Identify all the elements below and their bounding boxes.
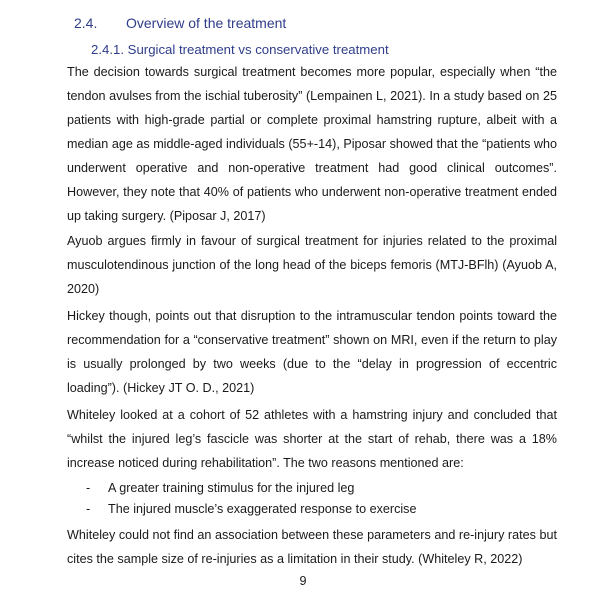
list-item-text: A greater training stimulus for the injured leg bbox=[108, 481, 355, 495]
reasons-list bbox=[67, 478, 557, 520]
paragraph-ayuob: Ayuob argues firmly in favour of surgical treatment for injuries related to the proximal musculotendinous junction of the long head of the biceps femoris (MTJ-BFlh) (Ayuob A, 2020) bbox=[67, 234, 557, 296]
dash-bullet-icon: - bbox=[86, 481, 91, 495]
subsection-heading bbox=[91, 42, 389, 57]
paragraph-lempainen-piposar: The decision towards surgical treatment becomes more popular, especially when “the tendon avulses from the ischial tuberosity” (Lempainen L, 2021). In a study based on 25 patients with high-grade partial or complete proximal hamstring rupture, albeit with a median age as middle-aged individuals (55+-14), Piposar showed that the “patients who underwent operative and non-operative treatment had good clinical outcomes”. However, they note that 40% of patients who underwent non-operative treatment ended up taking surgery. (Piposar J, 2017) bbox=[67, 65, 557, 223]
paragraph-whiteley-conclusion: Whiteley could not find an association between these parameters and re-injury rates but cites the sample size of re-injuries as a limitation in their study. (Whiteley R, 2022) bbox=[67, 528, 557, 566]
subsection-number: 2.4.1. bbox=[91, 42, 124, 57]
section-heading bbox=[74, 15, 286, 31]
section-title: Overview of the treatment bbox=[126, 15, 287, 31]
subsection-title: Surgical treatment vs conservative treatment bbox=[127, 42, 389, 57]
list-item bbox=[67, 499, 557, 520]
paragraph-hickey: Hickey though, points out that disruption to the intramuscular tendon points toward the recommendation for a “conservative treatment” shown on MRI, even if the return to play is usually prolonged by two weeks (due to the “delay in progression of eccentric loading”). (Hickey JT O. D., 2021) bbox=[67, 309, 557, 395]
dash-bullet-icon: - bbox=[86, 502, 91, 516]
paragraph-whiteley-intro: Whiteley looked at a cohort of 52 athletes with a hamstring injury and concluded that “whilst the injured leg’s fascicle was shorter at the start of rehab, there was a 18% increase noticed during rehabilitation”. The two reasons mentioned are: bbox=[67, 408, 557, 470]
section-number: 2.4. bbox=[74, 15, 98, 31]
page-number: 9 bbox=[299, 574, 307, 588]
list-item-text: The injured muscle’s exaggerated response to exercise bbox=[108, 502, 417, 516]
list-item bbox=[67, 478, 557, 499]
